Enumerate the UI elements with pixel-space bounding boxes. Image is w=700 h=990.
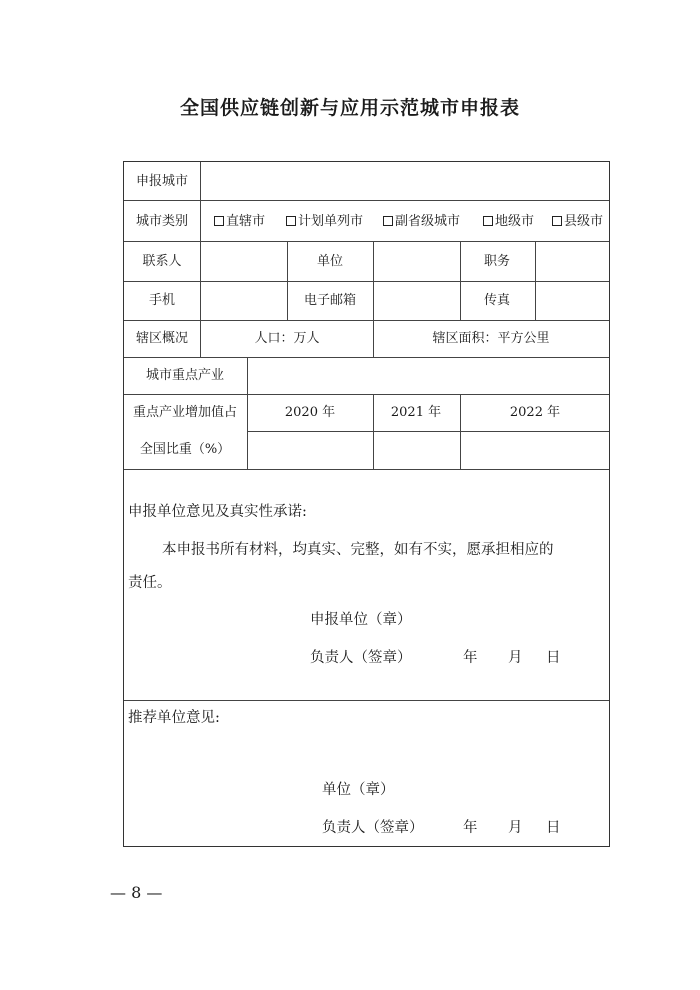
position-input[interactable] (536, 242, 609, 281)
row-divider (124, 469, 609, 470)
population-field[interactable]: 人口：万人 (254, 331, 320, 346)
recommend-seal: 单位（章） (322, 782, 395, 798)
recommend-heading: 推荐单位意见: (128, 710, 220, 726)
date-month: 月 (508, 820, 523, 836)
responsible-sign: 负责人（签章） (310, 650, 412, 666)
category-option[interactable]: 地级市 (483, 215, 534, 228)
share-2022-input[interactable] (461, 432, 609, 469)
date-year: 年 (463, 650, 478, 666)
category-option[interactable]: 副省级城市 (383, 215, 460, 228)
city-label: 申报城市 (135, 174, 189, 189)
fax-label: 传真 (483, 293, 511, 308)
row-divider (124, 200, 609, 201)
category-option[interactable]: 直辖市 (214, 215, 265, 228)
col-divider (287, 241, 288, 320)
share-2021-input[interactable] (374, 432, 460, 469)
checkbox-icon[interactable] (286, 216, 296, 226)
checkbox-icon[interactable] (214, 216, 224, 226)
declaration-text: 责任。 (128, 575, 172, 591)
share-2020-input[interactable] (248, 432, 373, 469)
year-header: 2022 年 (509, 405, 561, 420)
col-divider (460, 241, 461, 320)
year-header: 2020 年 (284, 405, 336, 420)
date-month: 月 (508, 650, 523, 666)
form-title: 全国供应链创新与应用示范城市申报表 (179, 97, 520, 119)
share-label-line2: 全国比重（%） (139, 442, 231, 457)
row-divider (124, 394, 609, 395)
fax-input[interactable] (536, 282, 609, 320)
year-header: 2021 年 (390, 405, 442, 420)
category-label: 城市类别 (135, 214, 189, 229)
industry-input[interactable] (248, 358, 609, 394)
col-divider (373, 320, 374, 357)
contact-input[interactable] (201, 242, 287, 281)
row-divider (124, 320, 609, 321)
checkbox-icon[interactable] (552, 216, 562, 226)
position-label: 职务 (483, 254, 511, 269)
city-input[interactable] (201, 162, 609, 200)
unit-input[interactable] (374, 242, 460, 281)
row-divider (124, 700, 609, 701)
phone-label: 手机 (148, 293, 176, 308)
date-day: 日 (546, 820, 561, 836)
declaration-text: 本申报书所有材料，均真实、完整，如有不实，愿承担相应的 (162, 542, 554, 558)
declaration-heading: 申报单位意见及真实性承诺: (128, 504, 307, 520)
district-label: 辖区概况 (135, 331, 189, 346)
category-option[interactable]: 计划单列市 (286, 215, 363, 228)
checkbox-icon[interactable] (483, 216, 493, 226)
share-label-line1: 重点产业增加值占 (132, 405, 238, 420)
responsible-sign: 负责人（签章） (322, 820, 424, 836)
email-input[interactable] (374, 282, 460, 320)
area-field[interactable]: 辖区面积：平方公里 (432, 331, 550, 346)
industry-label: 城市重点产业 (145, 368, 225, 383)
date-year: 年 (463, 820, 478, 836)
phone-input[interactable] (201, 282, 287, 320)
page-number: — 8 — (110, 883, 163, 902)
checkbox-icon[interactable] (383, 216, 393, 226)
category-option[interactable]: 县级市 (552, 215, 603, 228)
date-day: 日 (546, 650, 561, 666)
declarant-seal: 申报单位（章） (310, 612, 412, 628)
application-form (123, 161, 610, 847)
contact-label: 联系人 (142, 254, 182, 269)
unit-label: 单位 (316, 254, 344, 269)
email-label: 电子邮箱 (303, 293, 357, 308)
